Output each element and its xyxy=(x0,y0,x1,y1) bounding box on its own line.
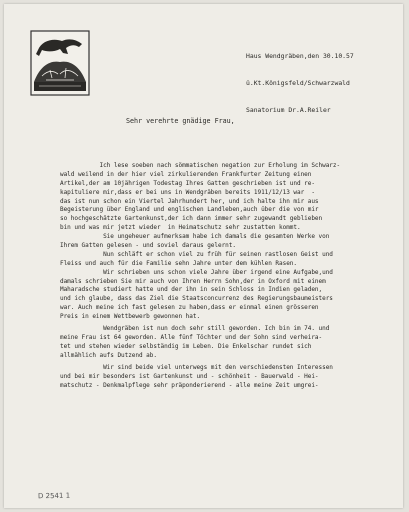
sender-address-block xyxy=(246,34,406,133)
date-line: Haus Wendgräben,den 30.10.57 xyxy=(246,52,354,60)
body-line: Wendgräben ist nun doch sehr still geworden. Ich bin im 74. und xyxy=(60,325,330,333)
body-line: bin und was mir jetzt wieder in Heimatschutz sehr zustatten kommt. xyxy=(60,224,301,232)
body-line: Ihrem Gatten gelesen - und soviel daraus gelernt. xyxy=(60,242,236,250)
paragraph-2 xyxy=(60,269,396,322)
paragraph-3 xyxy=(60,325,396,361)
body-line: so hochgeschätzte Gartenkunst,der ich dann immer sehr zugewandt geblieben xyxy=(60,215,323,223)
body-line: matschutz - Denkmalpflege sehr präponderierend - alle meine Zeit umgrei- xyxy=(60,381,319,389)
archive-stamp: D 2541 1 xyxy=(37,491,71,501)
letter-body xyxy=(60,162,396,391)
body-line: Wir schrieben uns schon viele Jahre über irgend eine Aufgabe,und xyxy=(60,268,333,276)
body-line: Maharadsche studiert hatte und der ihn in sein Schloss in Indien geladen, xyxy=(60,286,323,294)
body-line: war. Auch meine ich fast gelesen zu haben,dass er einmal einen grösseren xyxy=(60,304,319,312)
paragraph-4 xyxy=(60,364,396,391)
paragraph-1 xyxy=(60,162,396,269)
body-line: Preis in einem Wettbewerb gewonnen hat. xyxy=(60,313,201,321)
body-line: allmählich aufs Dutzend ab. xyxy=(60,351,157,359)
body-line: und bei mir besonders ist Gartenkunst und - schönheit - Bauerwald - Hei- xyxy=(60,372,319,380)
body-line: und ich glaube, dass das Ziel die Staatsconcurrenz des Regierungsbaumeisters xyxy=(60,295,333,303)
body-line: meine Frau ist 64 geworden. Alle fünf Töchter und der Sohn sind verheira- xyxy=(60,334,323,342)
body-line: Wir sind beide viel unterwegs mit den verschiedensten Interessen xyxy=(60,363,333,371)
body-line: Begeisterung über England und englischen Landleben,auch über die von mir xyxy=(60,206,319,214)
body-line: tet und stehen wieder selbständig im Leben. Die Enkelschar rundet sich xyxy=(60,343,312,350)
location-line: ü.Kt.Königsfeld/Schwarzwald xyxy=(246,79,350,87)
body-line: das ist nun schon ein Viertel Jahrhundert her, und ich halte ihn mir aus xyxy=(60,197,319,205)
body-line: Artikel,der am 10jährigen Todestag Ihres Gatten geschrieben ist und re- xyxy=(60,179,315,187)
body-line: Nun schläft er schon viel zu früh für seinen rastlosen Geist und xyxy=(60,250,333,258)
body-line: Ich lese soeben nach sömmatischen negation zur Erholung im Schwarz- xyxy=(60,162,341,169)
body-line: kapituliere mir,dass er bei uns in Wendgräben bereits 1911/12/13 war - xyxy=(60,188,315,196)
body-line: Fleiss und auch für die Familie sehn Jahre unter dem kühlen Rasen. xyxy=(60,259,297,267)
body-line: wald weilend in der hier viel zirkulierenden Frankfurter Zeitung einen xyxy=(60,170,312,178)
letterhead-crest-icon xyxy=(30,30,90,96)
body-line: Sie ungeheuer aufmerksam habe ich damals die gesamten Werke von xyxy=(60,233,330,241)
body-line: damals schrieben Sie mir auch von Ihren Herrn Sohn,der in Oxford mit einem xyxy=(60,277,326,285)
salutation: Sehr verehrte gnädige Frau, xyxy=(126,117,235,125)
sanatorium-line: Sanatorium Dr.A.Reiler xyxy=(246,106,331,114)
letter-page xyxy=(4,4,403,508)
